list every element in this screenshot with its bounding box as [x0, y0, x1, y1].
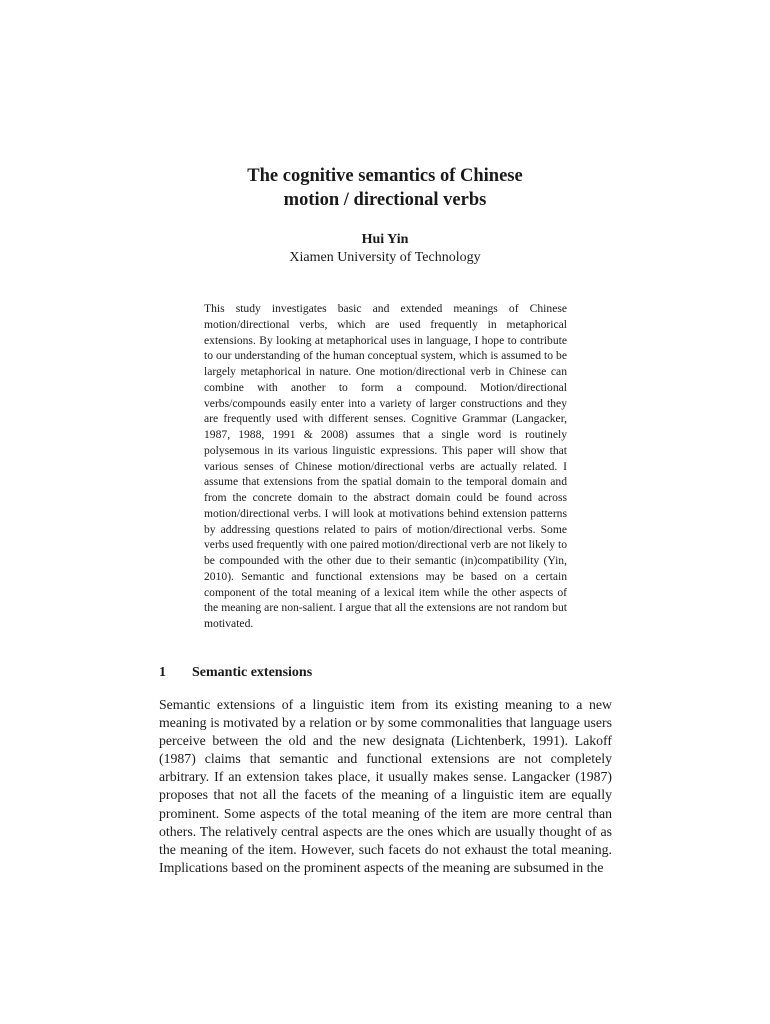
section-heading — [159, 664, 619, 682]
section-title: Semantic extensions — [192, 665, 313, 680]
abstract: This study investigates basic and extended meanings of Chinese motion/directional verbs, which are used frequently in metaphorical extensions. By looking at metaphorical uses in language, I hope to contribute to our understanding of the human conceptual system, which is assumed to be largely metaphorical in nature. One motion/directional verb in Chinese can combine with another to form a compound. Motion/directional verbs/compounds easily enter into a variety of larger constructions and they are frequently used with different senses. Cognitive Grammar (Langacker, 1987, 1988, 1991 & 2008) assumes that a single word is routinely polysemous in its various linguistic expressions. This paper will show that various senses of Chinese motion/directional verbs are actually related. I assume that extensions from the spatial domain to the temporal domain and from the concrete domain to the abstract domain could be found across motion/directional verbs. I will look at motivations behind extension patterns by addressing questions related to pairs of motion/directional verbs. Some verbs used frequently with one paired motion/directional verb are not likely to be compounded with the other due to their semantic (in)compatibility (Yin, 2010). Semantic and functional extensions may be based on a certain component of the total meaning of a lexical item while the other aspects of the meaning are non-salient. I argue that all the extensions are not random but motivated. — [204, 302, 567, 630]
section-number: 1 — [159, 665, 166, 680]
title-line-1: The cognitive semantics of Chinese — [247, 166, 523, 186]
paper-title — [0, 164, 770, 212]
author-name: Hui Yin — [361, 232, 409, 247]
section-body: Semantic extensions of a linguistic item from its existing meaning to a new meaning is motivated by a relation or by some commonalities that language users perceive between the old and the new designata (Lichtenberk, 1991). Lakoff (1987) claims that semantic and functional extensions are not completely arbitrary. If an extension takes place, it usually makes sense. Langacker (1987) proposes that not all the facets of the meaning of a linguistic item are equally prominent. Some aspects of the total meaning of the item are more central than others. The relatively central aspects are the ones which are usually thought of as the meaning of the item. However, such facets do not exhaust the total meaning. Implications based on the prominent aspects of the meaning are subsumed in the — [159, 697, 612, 875]
author-affiliation: Xiamen University of Technology — [289, 250, 481, 265]
title-line-2: motion / directional verbs — [283, 190, 487, 210]
